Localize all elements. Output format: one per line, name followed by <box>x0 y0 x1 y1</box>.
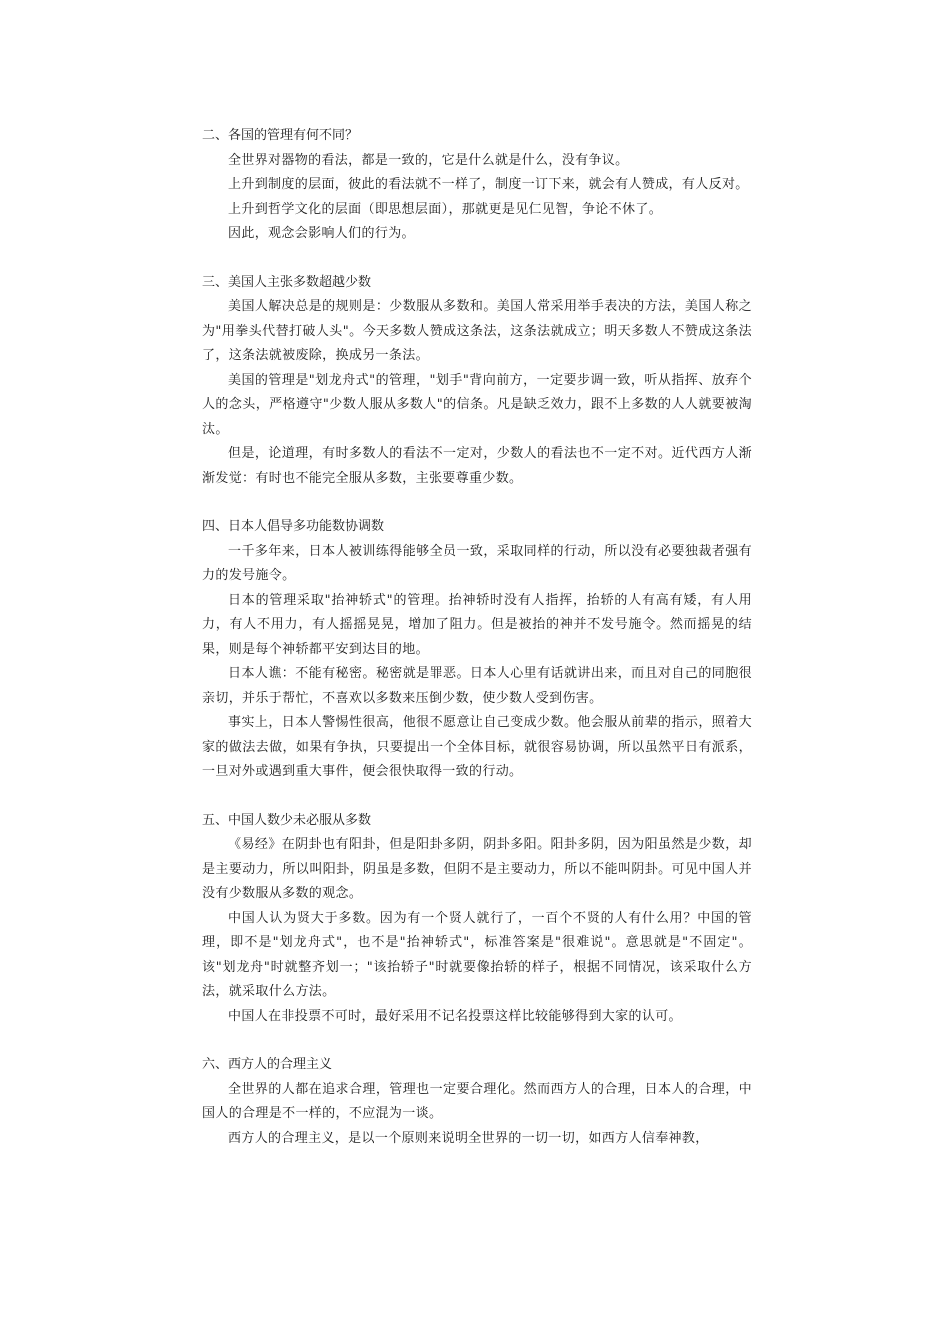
paragraph: 中国人在非投票不可时，最好采用不记名投票这样比较能够得到大家的认可。 <box>228 1008 682 1024</box>
section-japanese <box>202 515 752 785</box>
paragraph: 日本人谯：不能有秘密。秘密就是罪恶。日本人心里有话就讲出来，而且对自己的同胞很亲切，并乐于帮忙，不喜欢以多数来压倒少数，使少数人受到伤害。 <box>202 666 752 706</box>
section-heading: 六、西方人的合理主义 <box>202 1057 333 1072</box>
paragraph: 全世界对器物的看法，都是一致的，它是什么就是什么，没有争议。 <box>228 152 629 168</box>
section-management-differences <box>202 124 752 247</box>
paragraph: 美国人解决总是的规则是：少数服从多数和。美国人常采用举手表决的方法，美国人称之为"用拳头代替打破人头"。今天多数人赞成这条法，这条法就成立；明天多数人不赞成这条法了，这条法就被废除，换成另一条法。 <box>202 299 752 363</box>
section-heading: 二、各国的管理有何不同？ <box>202 128 359 143</box>
section-western-rationalism <box>202 1053 752 1151</box>
paragraph: 日本的管理采取"抬神轿式"的管理。抬神轿时没有人指挥，抬轿的人有高有矮，有人用力，有人不用力，有人摇摇晃晃，增加了阻力。但是被抬的神并不发号施令。然而摇晃的结果，则是每个神轿都平安到达目的地。 <box>202 592 752 657</box>
paragraph: 上升到制度的层面，彼此的看法就不一样了，制度一订下来，就会有人赞成，有人反对。 <box>228 177 749 192</box>
paragraph: 上升到哲学文化的层面（即思想层面），那就更是见仁见智，争论不休了。 <box>228 201 663 217</box>
paragraph: 《易经》在阴卦也有阳卦，但是阳卦多阴，阴卦多阳。阳卦多阴，因为阳虽然是少数，却是主要动力，所以叫阳卦，阴虽是多数，但阴不是主要动力，所以不能叫阴卦。可见中国人并没有少数服从多数的观念。 <box>202 837 752 901</box>
section-chinese <box>202 809 752 1030</box>
paragraph: 事实上，日本人警惕性很高，他很不愿意让自己变成少数。他会服从前辈的指示，照着大家的做法去做，如果有争执，只要提出一个全体目标，就很容易协调，所以虽然平日有派系，一旦对外或遇到重大事件，便会很快取得一致的行动。 <box>202 715 752 779</box>
paragraph: 中国人认为贤大于多数。因为有一个贤人就行了，一百个不贤的人有什么用？中国的管理，即不是"划龙舟式"，也不是"抬神轿式"，标准答案是"很难说"。意思就是"不固定"。该"划龙舟"时就整齐划一；"该抬轿子"时就要像抬轿的样子，根据不同情况，该采取什么方法，就采取什么方法。 <box>202 910 752 999</box>
paragraph: 美国的管理是"划龙舟式"的管理，"划手"背向前方，一定要步调一致，听从指挥、放弃个人的念头，严格遵守"少数人服从多数人"的信条。凡是缺乏效力，跟不上多数的人人就要被淘汰。 <box>202 372 752 437</box>
paragraph: 因此，观念会影响人们的行为。 <box>228 226 415 241</box>
section-heading: 四、日本人倡导多功能数协调数 <box>202 519 385 534</box>
section-heading: 三、美国人主张多数超越少数 <box>202 274 372 290</box>
paragraph: 但是，论道理，有时多数人的看法不一定对，少数人的看法也不一定不对。近代西方人渐渐发觉：有时也不能完全服从多数，主张要尊重少数。 <box>202 446 752 486</box>
paragraph: 全世界的人都在追求合理，管理也一定要合理化。然而西方人的合理，日本人的合理，中国人的合理是不一样的，不应混为一谈。 <box>202 1081 752 1121</box>
section-american <box>202 271 752 492</box>
section-heading: 五、中国人数少未必服从多数 <box>202 812 372 828</box>
paragraph: 西方人的合理主义，是以一个原则来说明全世界的一切一切，如西方人信奉神教， <box>228 1130 709 1146</box>
document-page <box>202 124 752 1175</box>
paragraph: 一千多年来，日本人被训练得能够全员一致，采取同样的行动，所以没有必要独裁者强有力的发号施令。 <box>202 543 752 583</box>
